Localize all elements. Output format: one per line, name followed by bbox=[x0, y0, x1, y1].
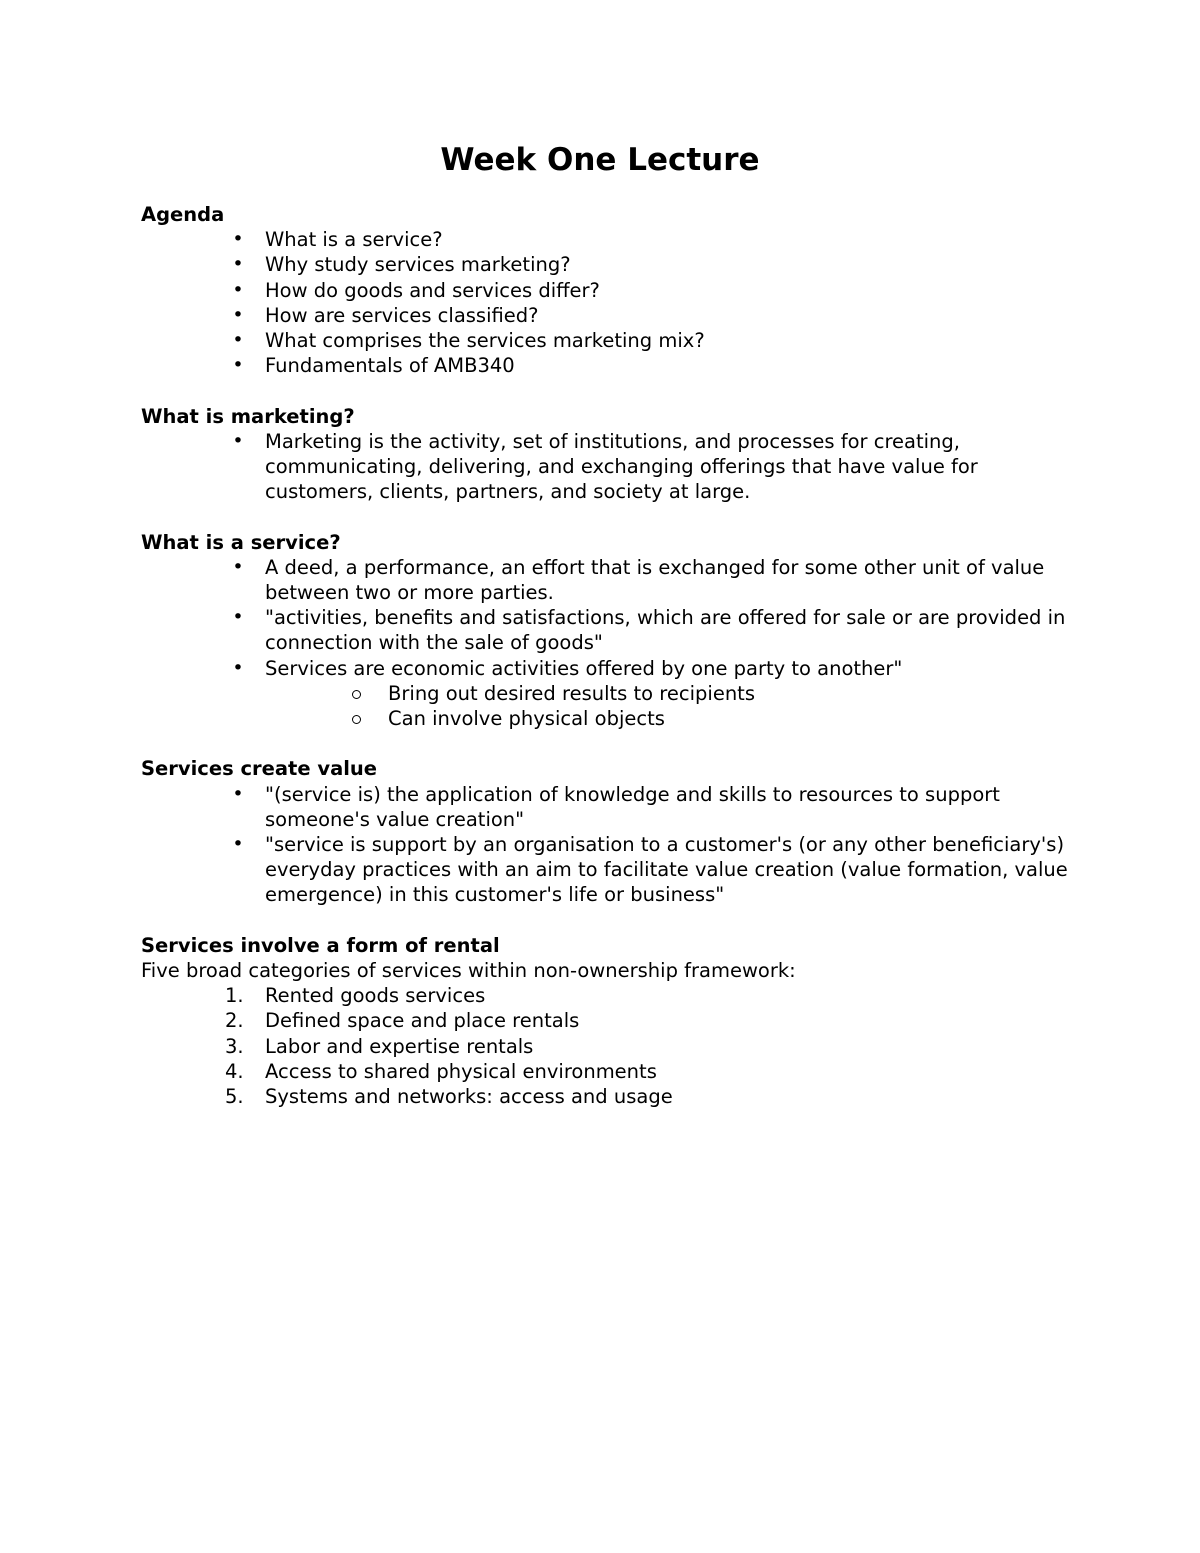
list-item-text: Marketing is the activity, set of institutions, and processes for creating, communicating, delivering, and exchanging offerings that have value for customers, clients, partners, and society at large. bbox=[265, 429, 978, 504]
list-item bbox=[141, 303, 1071, 328]
item-number: 4. bbox=[225, 1059, 244, 1083]
agenda-section bbox=[141, 202, 1071, 378]
bullet-icon: • bbox=[232, 833, 244, 856]
numbered-item-text: Labor and expertise rentals bbox=[265, 1034, 534, 1058]
item-number: 3. bbox=[225, 1034, 244, 1058]
document-body bbox=[141, 202, 1071, 1109]
value-section bbox=[141, 756, 1071, 907]
marketing-section bbox=[141, 404, 1071, 505]
circle-bullet-icon bbox=[352, 715, 361, 724]
section-heading: What is a service? bbox=[141, 530, 341, 554]
list-item-text: "service is support by an organisation to a customer's (or any other beneficiary's) everyday practices with an aim to facilitate value creation (value formation, value emergence) in this customer's life or business" bbox=[265, 833, 1068, 907]
circle-bullet-icon bbox=[352, 690, 361, 699]
bullet-icon: • bbox=[232, 555, 244, 578]
item-number: 1. bbox=[225, 984, 244, 1008]
list-item-text: "activities, benefits and satisfactions, which are offered for sale or are provided in connection with the sale of goods" bbox=[265, 606, 1066, 655]
service-list bbox=[141, 555, 1071, 731]
service-section bbox=[141, 530, 1071, 732]
bullet-icon: • bbox=[232, 429, 244, 452]
list-item bbox=[141, 605, 1071, 655]
list-item bbox=[141, 353, 1071, 378]
bullet-icon: • bbox=[232, 782, 244, 805]
bullet-icon: • bbox=[232, 656, 244, 679]
list-item-text: Fundamentals of AMB340 bbox=[265, 354, 515, 378]
sub-list-item-text: Bring out desired results to recipients bbox=[388, 681, 755, 705]
numbered-item-text: Rented goods services bbox=[265, 984, 486, 1008]
list-item bbox=[141, 328, 1071, 353]
numbered-item bbox=[141, 983, 1071, 1008]
sub-list-item-text: Can involve physical objects bbox=[388, 707, 665, 731]
numbered-item bbox=[141, 1059, 1071, 1084]
bullet-icon: • bbox=[232, 253, 244, 276]
numbered-item bbox=[141, 1008, 1071, 1033]
value-list bbox=[141, 782, 1071, 908]
list-item bbox=[141, 782, 1071, 832]
list-item-text: Why study services marketing? bbox=[265, 253, 571, 277]
rental-list bbox=[141, 983, 1071, 1109]
bullet-icon: • bbox=[232, 606, 244, 629]
list-item bbox=[141, 555, 1071, 605]
list-item-text: How are services classified? bbox=[265, 303, 539, 327]
section-heading: Agenda bbox=[141, 203, 225, 226]
list-item-text: "(service is) the application of knowledge and skills to resources to support someone's value creation" bbox=[265, 782, 1000, 831]
section-heading: What is marketing? bbox=[141, 404, 355, 428]
list-item-text: How do goods and services differ? bbox=[265, 278, 600, 302]
section-heading: Services involve a form of rental bbox=[141, 933, 500, 957]
list-item bbox=[141, 278, 1071, 303]
list-item-text: A deed, a performance, an effort that is exchanged for some other unit of value between two or more parties. bbox=[265, 555, 1045, 605]
agenda-list bbox=[141, 227, 1071, 378]
list-item bbox=[141, 429, 1071, 505]
numbered-item bbox=[141, 1034, 1071, 1059]
bullet-icon: • bbox=[232, 303, 244, 326]
numbered-item bbox=[141, 1084, 1071, 1109]
sub-list-item bbox=[141, 681, 1071, 706]
section-heading: Services create value bbox=[141, 757, 378, 781]
list-item-text: What comprises the services marketing mix? bbox=[265, 329, 705, 353]
item-number: 5. bbox=[225, 1085, 244, 1109]
list-item bbox=[141, 227, 1071, 252]
sub-list-item bbox=[141, 706, 1071, 731]
list-item bbox=[141, 656, 1071, 681]
numbered-item-text: Systems and networks: access and usage bbox=[265, 1085, 673, 1109]
bullet-icon: • bbox=[232, 354, 244, 377]
list-item bbox=[141, 252, 1071, 277]
list-item-text: What is a service? bbox=[265, 228, 443, 252]
numbered-item-text: Access to shared physical environments bbox=[265, 1059, 657, 1083]
list-item bbox=[141, 832, 1071, 908]
document-title: Week One Lecture bbox=[440, 142, 760, 178]
list-item-text: Services are economic activities offered by one party to another" bbox=[265, 656, 903, 680]
item-number: 2. bbox=[225, 1009, 244, 1033]
bullet-icon: • bbox=[232, 329, 244, 352]
rental-section bbox=[141, 933, 1071, 1109]
rental-intro: Five broad categories of services within non-ownership framework: bbox=[141, 959, 796, 983]
bullet-icon: • bbox=[232, 278, 244, 301]
marketing-list bbox=[141, 429, 1071, 505]
bullet-icon: • bbox=[232, 228, 244, 251]
numbered-item-text: Defined space and place rentals bbox=[265, 1009, 580, 1033]
